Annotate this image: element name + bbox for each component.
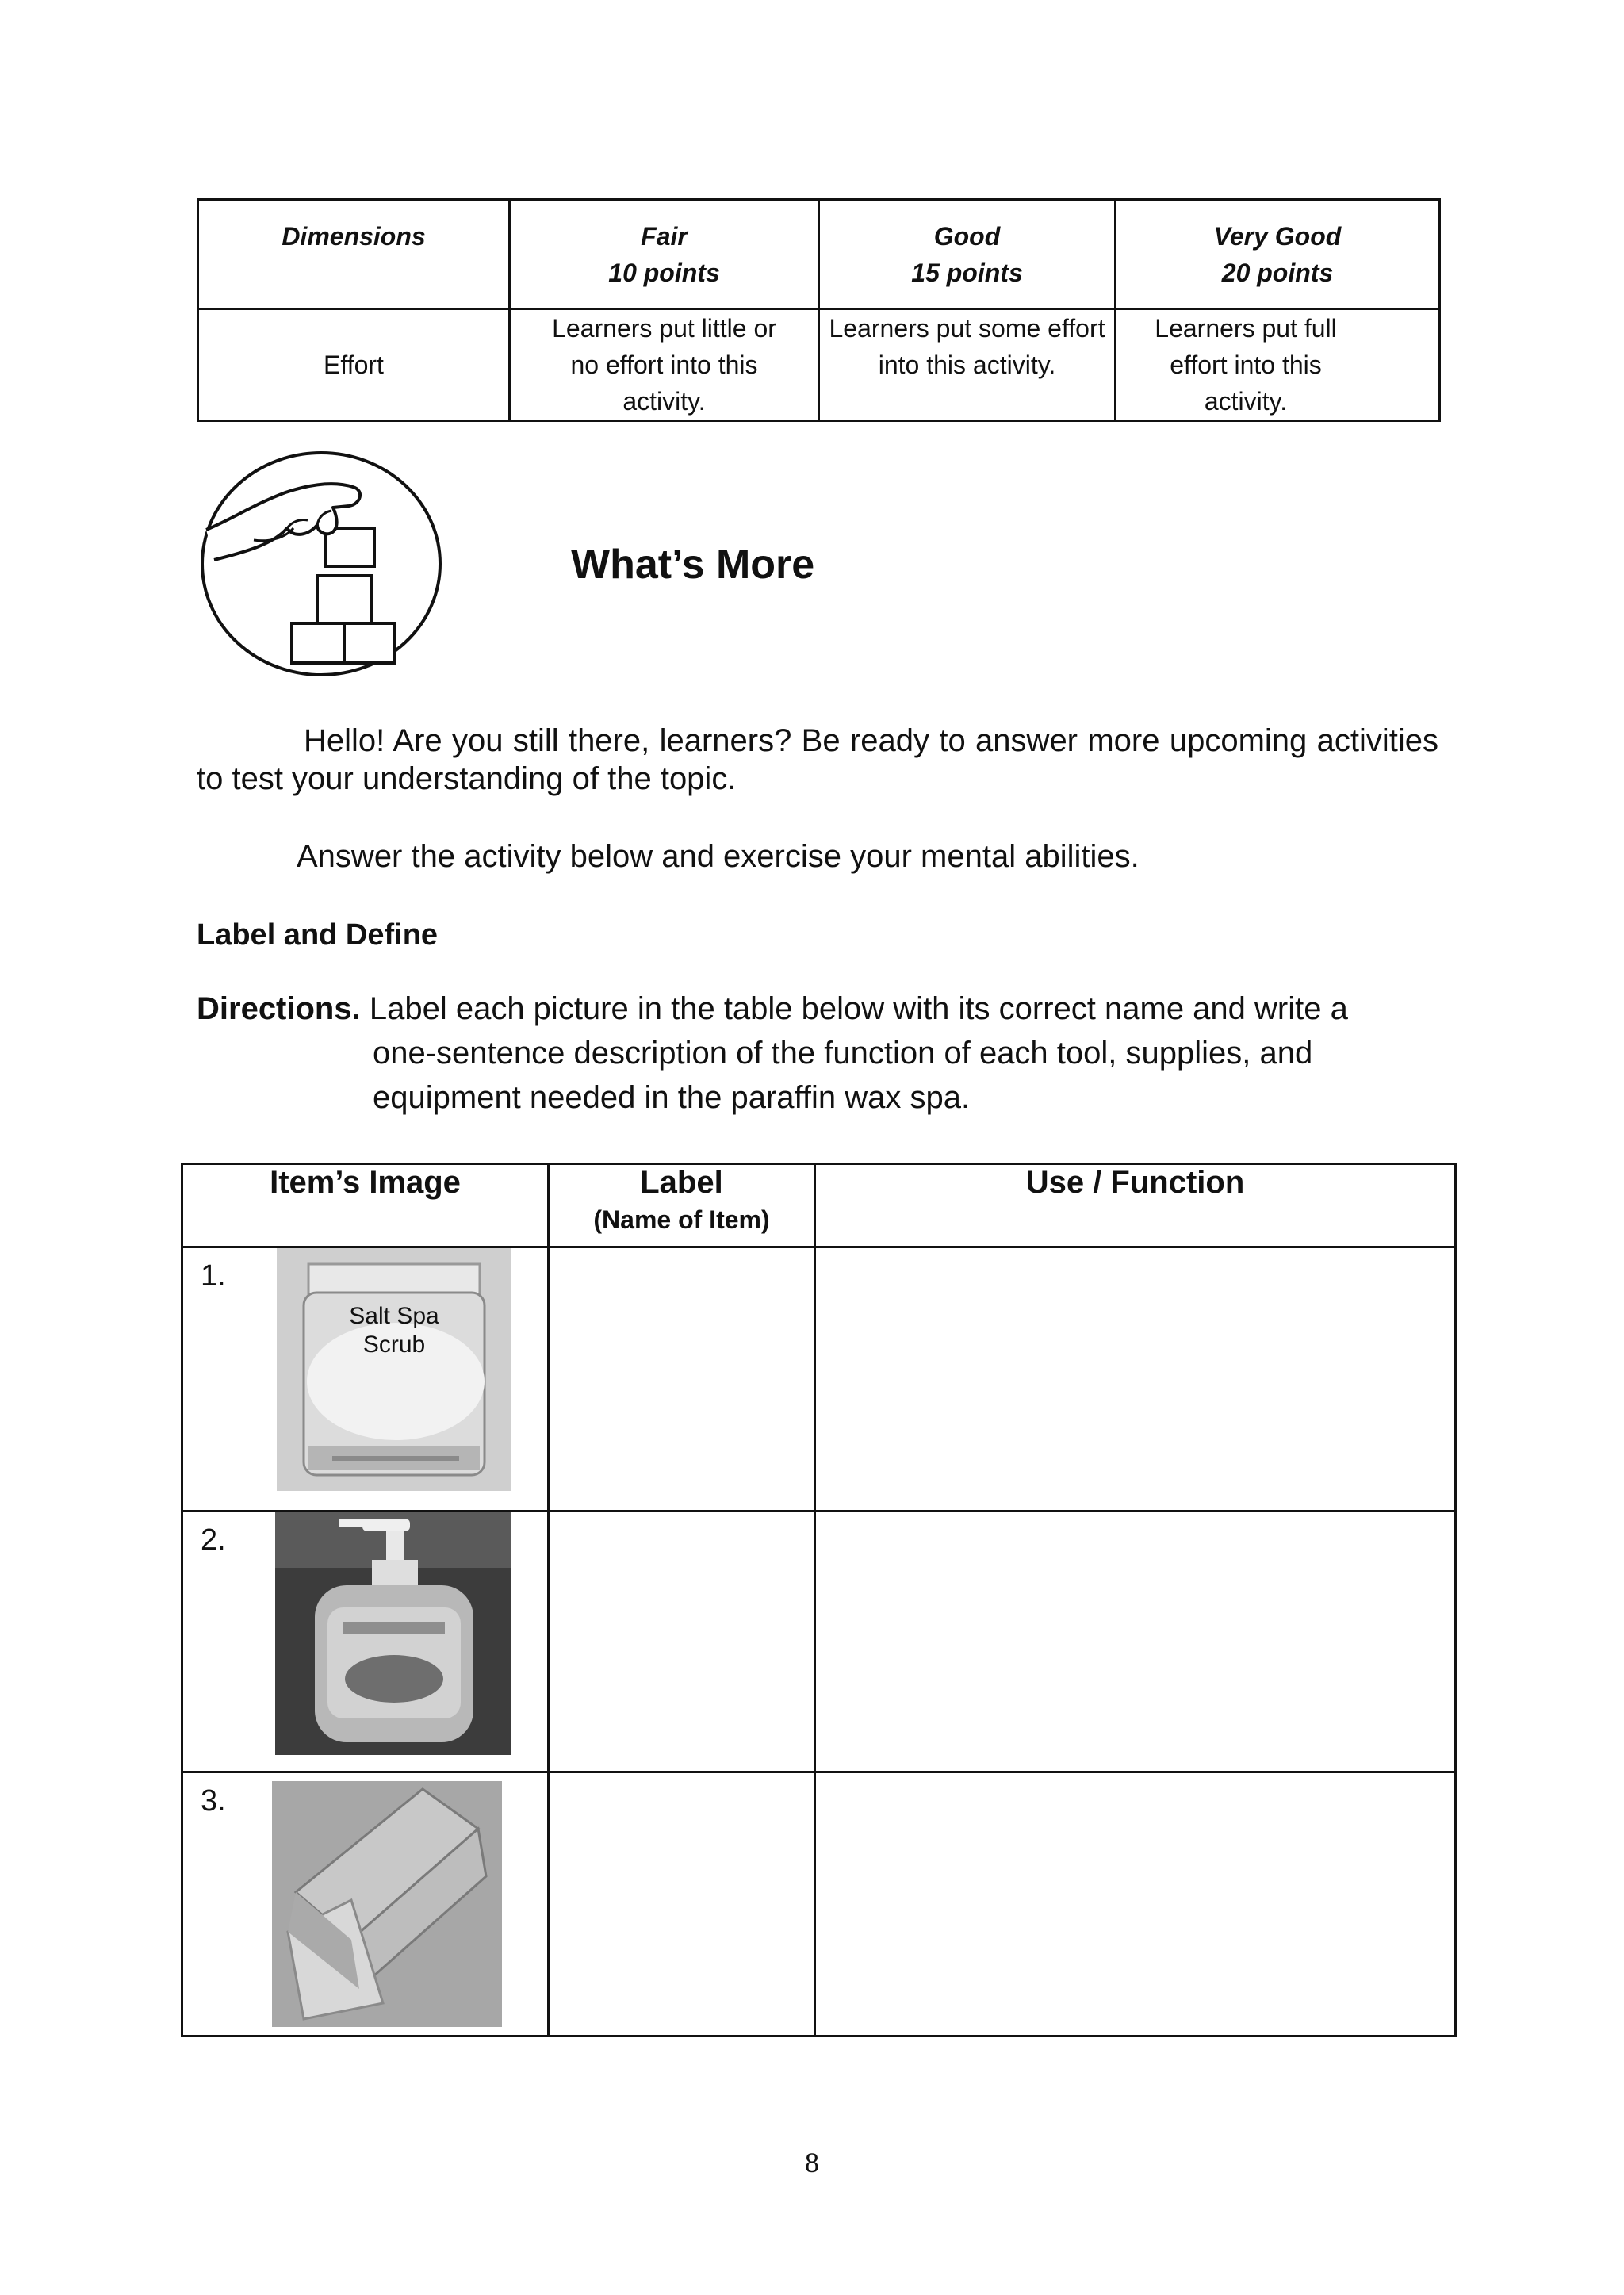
rubric-header-dimensions: Dimensions <box>198 200 510 309</box>
label-answer-cell[interactable] <box>549 1511 815 1772</box>
item-image-cell <box>182 1511 549 1772</box>
rubric-good-text: Learners put some effort into this activity. <box>819 309 1116 421</box>
rubric-dimension-effort: Effort <box>198 309 510 421</box>
item-image-cell <box>182 1247 549 1511</box>
table-row <box>182 1247 1456 1511</box>
section-title: What’s More <box>571 542 815 588</box>
rubric-row-effort <box>198 309 1440 421</box>
page-number: 8 <box>805 2147 819 2178</box>
directions-line1: Label each picture in the table below with its correct name and write a <box>369 991 1348 1026</box>
salt-spa-scrub-image <box>277 1248 511 1491</box>
label-answer-cell[interactable] <box>549 1247 815 1511</box>
intro-paragraph: Hello! Are you still there, learners? Be ready to answer more upcoming activities to test your understanding of the topic. <box>197 723 1438 796</box>
label-answer-cell[interactable] <box>549 1772 815 2036</box>
table-row <box>182 1772 1456 2036</box>
directions <box>197 987 1388 1120</box>
rubric-header-very-good: Very Good 20 points <box>1116 200 1440 309</box>
salt-spa-scrub-label: Salt Spa Scrub <box>349 1303 439 1358</box>
rubric-table <box>197 198 1441 422</box>
items-header-row <box>182 1164 1456 1247</box>
item-image-cell <box>182 1772 549 2036</box>
instruction-paragraph: Answer the activity below and exercise your mental abilities. <box>297 839 1139 874</box>
header-item-image: Item’s Image <box>182 1164 549 1247</box>
function-answer-cell[interactable] <box>815 1772 1456 2036</box>
header-label-sub: (Name of Item) <box>593 1205 770 1234</box>
folded-towel-image <box>272 1781 502 2027</box>
pump-lotion-bottle-image <box>275 1512 511 1755</box>
rubric-header-row <box>198 200 1440 309</box>
hand-stacking-blocks-icon <box>198 449 444 679</box>
row-number: 2. <box>201 1523 226 1557</box>
table-row <box>182 1511 1456 1772</box>
row-number: 1. <box>201 1259 226 1293</box>
function-answer-cell[interactable] <box>815 1511 1456 1772</box>
rubric-header-fair: Fair 10 points <box>510 200 819 309</box>
header-use-function: Use / Function <box>815 1164 1456 1247</box>
function-answer-cell[interactable] <box>815 1247 1456 1511</box>
activity-title: Label and Define <box>197 918 439 952</box>
rubric-header-good: Good 15 points <box>819 200 1116 309</box>
rubric-fair-text: Learners put little or no effort into this activity. <box>510 309 819 421</box>
directions-rest: one-sentence description of the function of each tool, supplies, and equipment needed in the paraffin wax spa. <box>373 1036 1313 1115</box>
directions-lead: Directions. <box>197 991 361 1026</box>
rubric-very-good-text: Learners put full effort into this activity. <box>1116 309 1440 421</box>
row-number: 3. <box>201 1784 226 1818</box>
label-define-table <box>181 1163 1457 2037</box>
header-label: Label (Name of Item) <box>549 1164 815 1247</box>
